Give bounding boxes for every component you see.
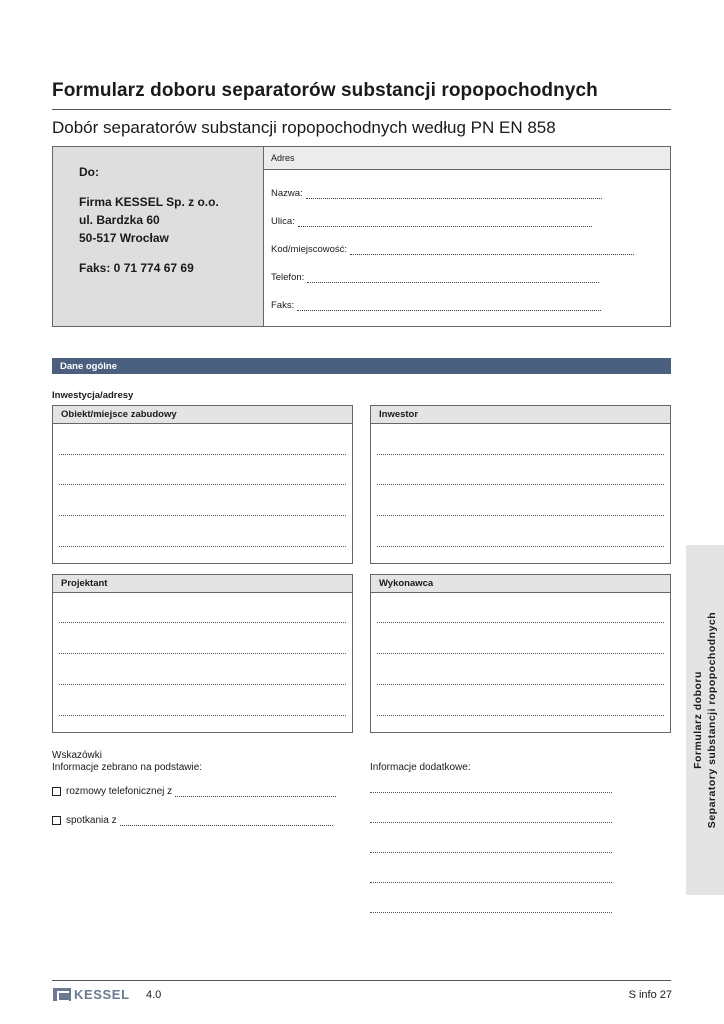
field-city-line[interactable]	[350, 247, 634, 255]
field-name[interactable]	[271, 188, 602, 199]
checkbox[interactable]	[52, 787, 61, 796]
field-street-line[interactable]	[298, 219, 592, 227]
field-street-label: Ulica:	[271, 216, 295, 227]
side-tab-line2: Separatory substancji ropopochodnych	[706, 611, 718, 829]
panel-construction-site-title: Obiekt/miejsce zabudowy	[53, 406, 352, 424]
panel-line[interactable]	[377, 684, 664, 685]
panel-line[interactable]	[59, 622, 346, 623]
checkbox[interactable]	[52, 816, 61, 825]
panel-line[interactable]	[59, 484, 346, 485]
panel-line[interactable]	[59, 684, 346, 685]
panel-line[interactable]	[377, 454, 664, 455]
kessel-logo-text: KESSEL	[74, 987, 130, 1002]
additional-info-line[interactable]	[370, 822, 612, 823]
panel-line[interactable]	[377, 622, 664, 623]
page-subtitle: Dobór separatorów substancji ropopochodnych według PN EN 858	[52, 118, 556, 137]
panel-construction-site	[52, 405, 353, 564]
field-phone-label: Telefon:	[271, 272, 305, 283]
field-city[interactable]	[271, 244, 634, 255]
additional-info-line[interactable]	[370, 792, 612, 793]
recipient-street: ul. Bardzka 60	[79, 213, 160, 227]
side-tab-line1: Formularz doboru	[692, 671, 704, 769]
address-block	[52, 146, 671, 327]
option-phone-call-label: rozmowy telefonicznej z	[66, 786, 173, 797]
option-meeting-label: spotkania z	[66, 815, 117, 826]
panel-line[interactable]	[59, 546, 346, 547]
section-general: Dane ogólne	[52, 358, 671, 374]
panel-contractor	[370, 574, 671, 733]
field-street[interactable]	[271, 216, 592, 227]
field-phone[interactable]	[271, 272, 599, 283]
recipient-company: Firma KESSEL Sp. z o.o.	[79, 195, 219, 209]
option-meeting-line[interactable]	[120, 818, 333, 826]
panel-designer	[52, 574, 353, 733]
recipient-fax: Faks: 0 71 774 67 69	[79, 261, 194, 275]
panel-line[interactable]	[59, 715, 346, 716]
hints-title: Wskazówki	[52, 750, 103, 761]
sender-address-form	[264, 147, 670, 326]
panel-line[interactable]	[59, 454, 346, 455]
field-fax-line[interactable]	[297, 303, 601, 311]
footer-version: 4.0	[146, 989, 162, 1001]
recipient-panel	[53, 147, 264, 326]
footer-divider	[52, 980, 671, 981]
panel-line[interactable]	[377, 515, 664, 516]
kessel-logo	[53, 987, 130, 1002]
recipient-city: 50-517 Wrocław	[79, 231, 169, 245]
hints-basis: Informacje zebrano na podstawie:	[52, 762, 203, 773]
side-tab-label	[691, 612, 719, 828]
field-city-label: Kod/miejscowość:	[271, 244, 348, 255]
panel-line[interactable]	[377, 653, 664, 654]
panel-line[interactable]	[377, 484, 664, 485]
address-form-header: Adres	[264, 147, 670, 170]
field-phone-line[interactable]	[307, 275, 599, 283]
page-title: Formularz doboru separatorów substancji ropopochodnych	[52, 80, 598, 101]
additional-info-label: Informacje dodatkowe:	[370, 762, 471, 773]
panel-line[interactable]	[377, 546, 664, 547]
option-phone-call-line[interactable]	[175, 789, 336, 797]
field-name-label: Nazwa:	[271, 188, 303, 199]
additional-info-line[interactable]	[370, 882, 612, 883]
footer-page-number: S info 27	[628, 989, 672, 1001]
field-name-line[interactable]	[306, 191, 602, 199]
additional-info-line[interactable]	[370, 852, 612, 853]
kessel-logo-icon	[53, 988, 71, 1001]
option-phone-call[interactable]	[52, 786, 336, 797]
panel-contractor-title: Wykonawca	[371, 575, 670, 593]
field-fax-label: Faks:	[271, 300, 295, 311]
option-meeting[interactable]	[52, 815, 333, 826]
panel-investor	[370, 405, 671, 564]
field-fax[interactable]	[271, 300, 601, 311]
recipient-to-label: Do:	[79, 165, 99, 179]
panel-investor-title: Inwestor	[371, 406, 670, 424]
additional-info-line[interactable]	[370, 912, 612, 913]
investment-label: Inwestycja/adresy	[52, 390, 134, 401]
panel-designer-title: Projektant	[53, 575, 352, 593]
panel-line[interactable]	[59, 515, 346, 516]
title-divider	[52, 109, 671, 110]
panel-line[interactable]	[59, 653, 346, 654]
panel-line[interactable]	[377, 715, 664, 716]
hints-block	[52, 750, 202, 774]
